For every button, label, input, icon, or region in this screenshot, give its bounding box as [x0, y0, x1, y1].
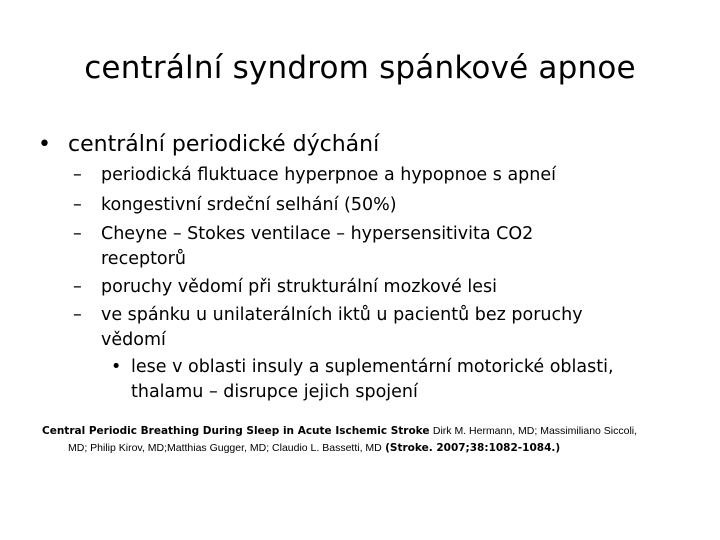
dash-marker: – [73, 305, 82, 325]
list-item-text: poruchy vědomí při strukturální mozkové lesi [101, 277, 497, 297]
list-item [73, 275, 693, 300]
list-item-text: Cheyne – Stokes ventilace – hypersensitivita CO2 [101, 224, 534, 244]
list-item [73, 303, 693, 353]
dash-marker: – [73, 277, 82, 297]
bullet-marker: • [38, 132, 51, 157]
reference-citation [42, 423, 692, 457]
reference-article-title: Central Periodic Breathing During Sleep in Acute Ischemic Stroke [42, 425, 430, 437]
sub-item-text-continued: thalamu – disrupce jejich spojení [131, 382, 418, 402]
reference-journal: (Stroke. 2007;38:1082-1084.) [385, 442, 561, 454]
sub-item-text: lese v oblasti insuly a suplementární motorické oblasti, [131, 357, 614, 377]
list-item-text: ve spánku u unilaterálních iktů u pacientů bez poruchy [101, 305, 583, 325]
list-item-text-continued: vědomí [101, 330, 166, 350]
slide-title: centrální syndrom spánkové apnoe [84, 50, 636, 86]
dash-marker: – [73, 224, 82, 244]
list-item [73, 193, 693, 218]
list-item-text-continued: receptorů [101, 249, 186, 269]
reference-continuation [42, 440, 692, 457]
sub-list-item [111, 355, 671, 405]
reference-authors-continued: MD; Philip Kirov, MD;Matthias Gugger, MD; Claudio L. Bassetti, MD [68, 442, 382, 454]
list-item-text: kongestivní srdeční selhání (50%) [101, 195, 397, 215]
main-bullet [38, 132, 379, 157]
list-item [73, 222, 693, 272]
list-item [73, 163, 693, 188]
dash-marker: – [73, 165, 82, 185]
dash-marker: – [73, 195, 82, 215]
list-item-text: periodická fluktuace hyperpnoe a hypopnoe s apneí [101, 165, 556, 185]
main-bullet-text: centrální periodické dýchání [68, 132, 380, 157]
sub-bullet-marker: • [111, 357, 122, 377]
reference-authors: Dirk M. Hermann, MD; Massimiliano Siccoli, [432, 425, 638, 437]
